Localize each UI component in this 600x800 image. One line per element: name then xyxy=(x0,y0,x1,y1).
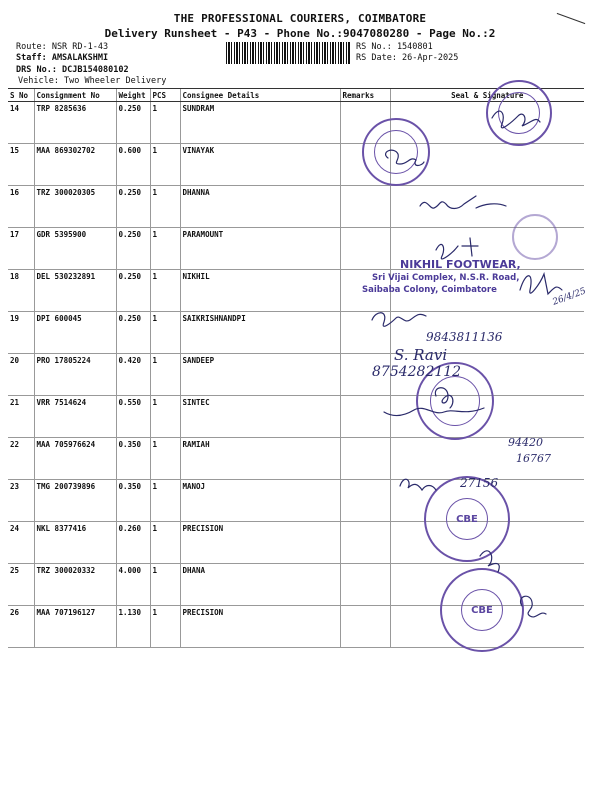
cell-consignee: PRECISION xyxy=(180,606,340,648)
cell-pcs: 1 xyxy=(150,186,180,228)
cell-pcs: 1 xyxy=(150,270,180,312)
cell-weight: 0.350 xyxy=(116,438,150,480)
cell-consignee: PARAMOUNT xyxy=(180,228,340,270)
cell-sno: 20 xyxy=(8,354,34,396)
cell-pcs: 1 xyxy=(150,564,180,606)
cell-pcs: 1 xyxy=(150,606,180,648)
cell-consignment: GDR 5395900 xyxy=(34,228,116,270)
cell-consignee: SANDEEP xyxy=(180,354,340,396)
cell-consignee: VINAYAK xyxy=(180,144,340,186)
cell-consignment: VRR 7514624 xyxy=(34,396,116,438)
cell-consignee: SUNDRAM xyxy=(180,102,340,144)
cell-consignment: DEL 530232891 xyxy=(34,270,116,312)
rs-number: RS No.: 1540801 xyxy=(356,42,433,52)
cell-weight: 0.350 xyxy=(116,480,150,522)
cell-pcs: 1 xyxy=(150,480,180,522)
signature-row-26 xyxy=(521,596,546,617)
cell-pcs: 1 xyxy=(150,144,180,186)
handwritten-number-2: 16767 xyxy=(516,452,551,465)
cell-weight: 0.250 xyxy=(116,270,150,312)
cell-pcs: 1 xyxy=(150,228,180,270)
cell-weight: 0.260 xyxy=(116,522,150,564)
signature-row-18 xyxy=(520,274,562,294)
cell-weight: 1.130 xyxy=(116,606,150,648)
cell-consignee: DHANNA xyxy=(180,186,340,228)
cell-pcs: 1 xyxy=(150,354,180,396)
cell-consignment: NKL 8377416 xyxy=(34,522,116,564)
cell-weight: 0.600 xyxy=(116,144,150,186)
cell-consignment: TRP 8285636 xyxy=(34,102,116,144)
staff-label: Staff: AMSALAKSHMI xyxy=(16,53,109,63)
handwritten-name: S. Ravi xyxy=(394,346,448,364)
signature-row-22 xyxy=(384,408,484,416)
cell-consignment: MAA 705976624 xyxy=(34,438,116,480)
rs-date: RS Date: 26-Apr-2025 xyxy=(356,53,459,63)
cell-weight: 0.420 xyxy=(116,354,150,396)
cell-pcs: 1 xyxy=(150,396,180,438)
handwritten-number-3: 27156 xyxy=(460,476,499,490)
cell-pcs: 1 xyxy=(150,102,180,144)
signature-row-15 xyxy=(386,150,424,165)
cell-pcs: 1 xyxy=(150,522,180,564)
cell-consignee: SINTEC xyxy=(180,396,340,438)
handwritten-date: 26/4/25 xyxy=(551,286,588,308)
cell-consignee: DHANA xyxy=(180,564,340,606)
cell-weight: 4.000 xyxy=(116,564,150,606)
cell-weight: 0.250 xyxy=(116,186,150,228)
sheet-title: THE PROFESSIONAL COURIERS, COIMBATORE xyxy=(173,12,427,25)
col-consignment: Consignment No xyxy=(34,89,116,102)
col-sno: S No xyxy=(8,89,34,102)
sheet-subtitle: Delivery Runsheet - P43 - Phone No.:9047080280 - Page No.:2 xyxy=(104,27,496,40)
handwritten-phone-2: 8754282112 xyxy=(372,364,462,380)
cell-sno: 16 xyxy=(8,186,34,228)
cell-consignment: MAA 869302702 xyxy=(34,144,116,186)
cell-consignment: DPI 600045 xyxy=(34,312,116,354)
cell-consignee: PRECISION xyxy=(180,522,340,564)
cell-consignment: TRZ 300020332 xyxy=(34,564,116,606)
col-pcs: PCS xyxy=(150,89,180,102)
drs-label: DRS No.: DCJB154080102 xyxy=(16,65,129,75)
cbe-text-2: CBE xyxy=(461,589,503,631)
cell-sno: 17 xyxy=(8,228,34,270)
cell-consignment: TRZ 300020305 xyxy=(34,186,116,228)
cell-pcs: 1 xyxy=(150,438,180,480)
cell-consignee: SAIKRISHNANDPI xyxy=(180,312,340,354)
nikhil-stamp-line1: NIKHIL FOOTWEAR, xyxy=(400,258,521,271)
cell-sno: 15 xyxy=(8,144,34,186)
cell-sno: 24 xyxy=(8,522,34,564)
signature-row-14 xyxy=(492,111,540,128)
cell-pcs: 1 xyxy=(150,312,180,354)
cell-sno: 23 xyxy=(8,480,34,522)
cell-weight: 0.550 xyxy=(116,396,150,438)
cell-sno: 26 xyxy=(8,606,34,648)
nikhil-stamp-line3: Saibaba Colony, Coimbatore xyxy=(362,285,497,295)
cell-consignment: TMG 200739896 xyxy=(34,480,116,522)
signature-row-21 xyxy=(435,388,453,408)
cell-consignee: RAMIAH xyxy=(180,438,340,480)
signature-row-17 xyxy=(436,238,478,259)
signature-row-23 xyxy=(400,479,436,490)
col-remarks: Remarks xyxy=(340,89,390,102)
cbe-text-1: CBE xyxy=(446,498,488,540)
cell-consignee: MANOJ xyxy=(180,480,340,522)
col-signature: Seal & Signature xyxy=(390,89,584,102)
cell-weight: 0.250 xyxy=(116,312,150,354)
nikhil-stamp-line2: Sri Vijai Complex, N.S.R. Road, xyxy=(372,273,520,283)
cell-sno: 25 xyxy=(8,564,34,606)
route-label: Route: NSR RD-1-43 xyxy=(16,42,109,52)
cell-sno: 21 xyxy=(8,396,34,438)
vehicle-label: Vehicle: Two Wheeler Delivery xyxy=(18,76,167,86)
signature-row-25 xyxy=(480,551,499,572)
handwritten-number-1: 94420 xyxy=(508,436,543,449)
cell-sno: 14 xyxy=(8,102,34,144)
col-weight: Weight xyxy=(116,89,150,102)
cell-consignee: NIKHIL xyxy=(180,270,340,312)
cell-consignment: PRO 17805224 xyxy=(34,354,116,396)
cell-sno: 18 xyxy=(8,270,34,312)
col-consignee: Consignee Details xyxy=(180,89,340,102)
signature-row-16 xyxy=(420,196,506,209)
signature-row-19 xyxy=(372,313,426,327)
cell-consignment: MAA 707196127 xyxy=(34,606,116,648)
cell-weight: 0.250 xyxy=(116,228,150,270)
cell-weight: 0.250 xyxy=(116,102,150,144)
handwritten-phone-1: 9843811136 xyxy=(426,330,503,344)
cell-sno: 22 xyxy=(8,438,34,480)
cell-sno: 19 xyxy=(8,312,34,354)
